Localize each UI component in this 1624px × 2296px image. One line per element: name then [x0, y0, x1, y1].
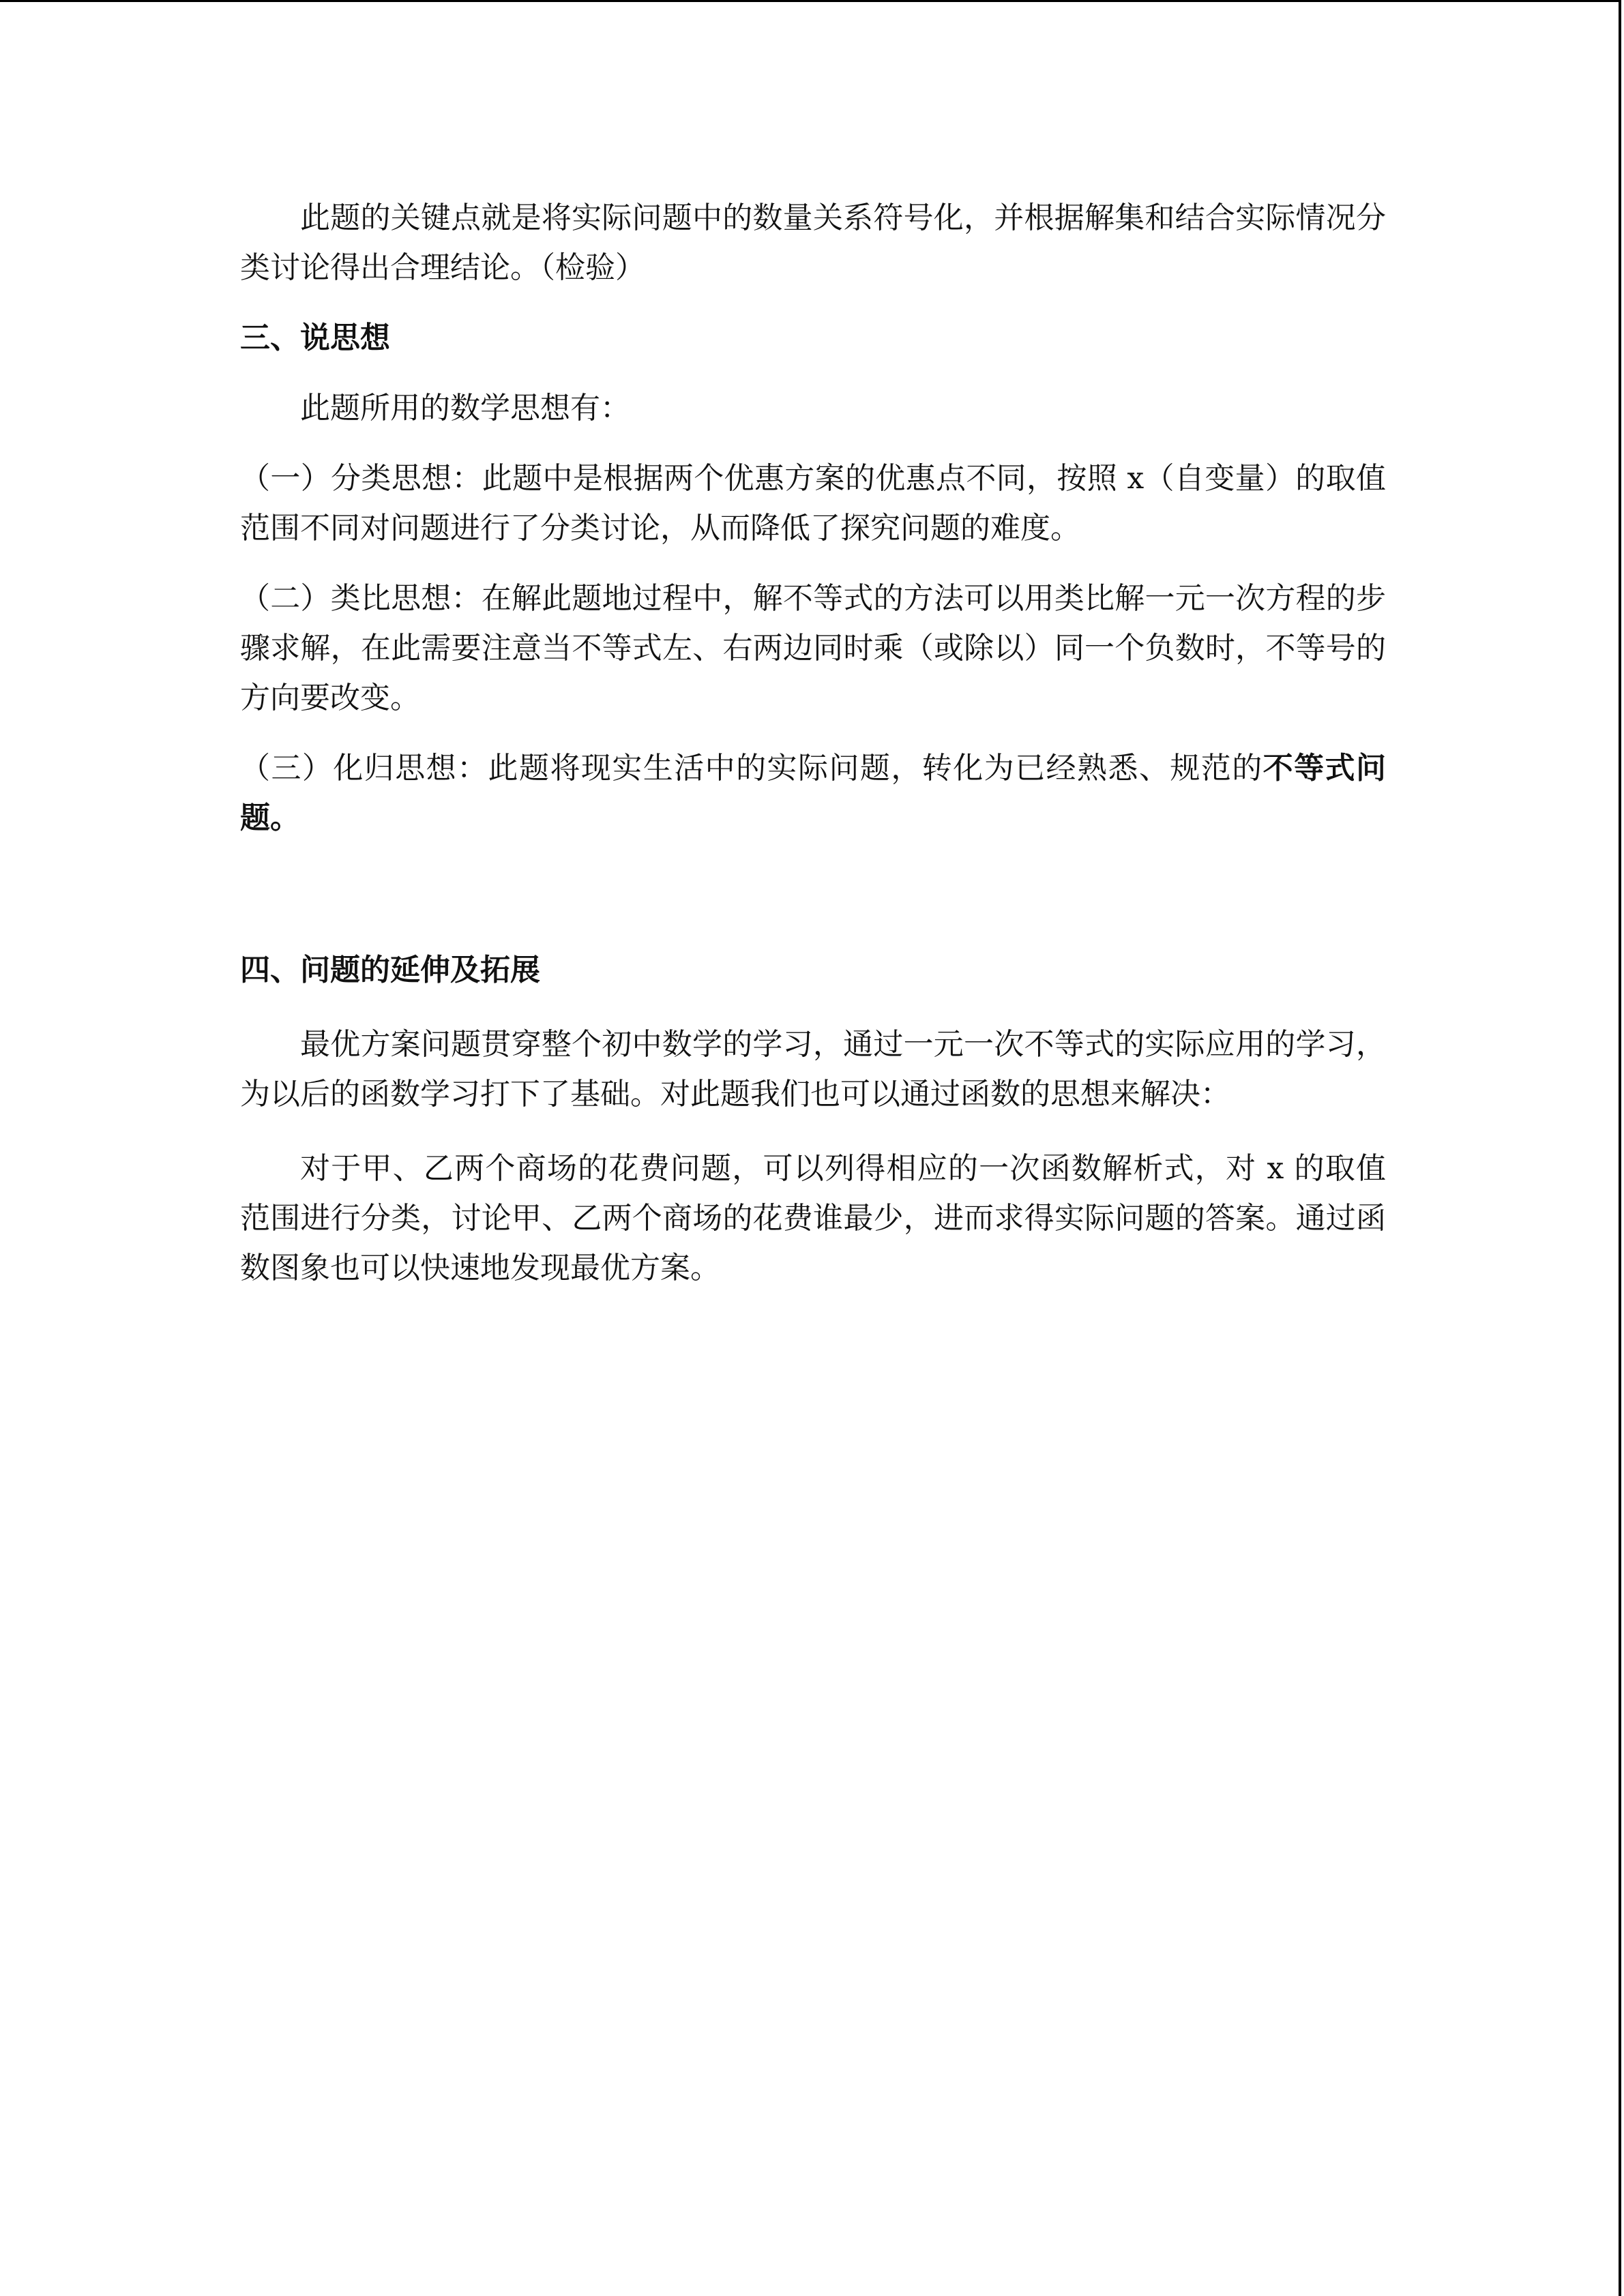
spacer [240, 293, 1386, 313]
section-3-item-3-bold-text: 不等式问题。 [240, 751, 1387, 835]
spacer [240, 433, 1386, 453]
spacer [240, 553, 1386, 573]
spacer [240, 363, 1386, 383]
document-body [240, 193, 1386, 1293]
spacer [240, 843, 1386, 945]
section-4-paragraph-2: 对于甲、乙两个商场的花费问题，可以列得相应的一次函数解析式，对 x 的取值范围进行分类，讨论甲、乙两个商场的花费谁最少，进而求得实际问题的答案。通过函数图象也可以快速地发现最优方案。 [240, 1151, 1386, 1285]
spacer [240, 995, 1386, 1019]
spacer [240, 1119, 1386, 1144]
section-3-heading: 三、说思想 [240, 320, 390, 355]
section-3-lead: 此题所用的数学思想有： [300, 391, 630, 426]
section-4-heading: 四、问题的延伸及拓展 [240, 953, 540, 987]
section-3-item-3-text: （三）化归思想：此题将现实生活中的实际问题，转化为已经熟悉、规范的 [240, 751, 1263, 786]
section-3-item-2: （二）类比思想：在解此题地过程中，解不等式的方法可以用类比解一元一次方程的步骤求解，在此需要注意当不等式左、右两边同时乘（或除以）同一个负数时，不等号的方向要改变。 [240, 581, 1386, 715]
section-3-item-1: （一）分类思想：此题中是根据两个优惠方案的优惠点不同，按照 x（自变量）的取值范围不同对问题进行了分类讨论，从而降低了探究问题的难度。 [240, 461, 1386, 546]
spacer [240, 723, 1386, 743]
section-3-item-3 [240, 743, 1386, 843]
intro-paragraph: 此题的关键点就是将实际问题中的数量关系符号化，并根据解集和结合实际情况分类讨论得出合理结论。（检验） [240, 200, 1386, 285]
section-4-paragraph-1: 最优方案问题贯穿整个初中数学的学习，通过一元一次不等式的实际应用的学习，为以后的函数学习打下了基础。对此题我们也可以通过函数的思想来解决： [240, 1027, 1386, 1112]
